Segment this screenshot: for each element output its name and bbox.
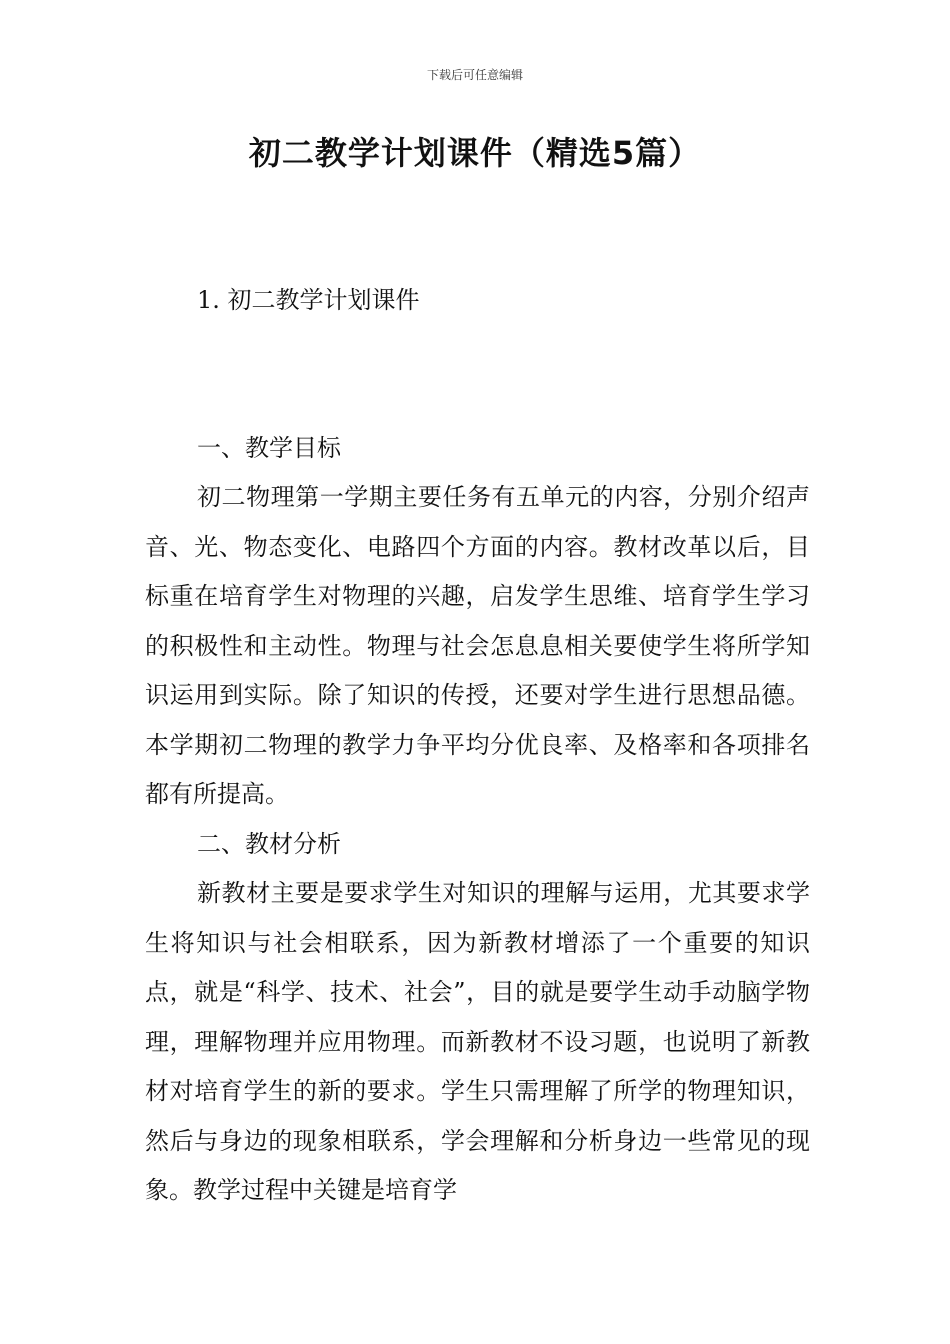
document-title: 初二教学计划课件（精选5篇）: [248, 134, 702, 172]
heading-material-analysis: 二、教材分析: [197, 829, 341, 858]
header-note: 下载后可任意编辑: [426, 68, 523, 82]
heading-teaching-goals: 一、教学目标: [197, 434, 341, 462]
content-block: [145, 473, 810, 1216]
section-title: 1. 初二教学计划课件: [197, 286, 420, 314]
paragraph-teaching-goals: 初二物理第一学期主要任务有五单元的内容，分别介绍声音、光、物态变化、电路四个方面的内容。教材改革以后，目标重在培育学生对物理的兴趣，启发学生思维、培育学生学习的积极性和主动性。物理与社会怎息息相关要使学生将所学知识运用到实际。除了知识的传授，还要对学生进行思想品德。本学期初二物理的教学力争平均分优良率、及格率和各项排名都有所提高。: [145, 483, 810, 808]
paragraph-material-analysis: 新教材主要是要求学生对知识的理解与运用，尤其要求学生将知识与社会相联系，因为新教材增添了一个重要的知识点，就是“科学、技术、社会”，目的就是要学生动手动脑学物理，理解物理并应用物理。而新教材不设习题，也说明了新教材对培育学生的新的要求。学生只需理解了所学的物理知识，然后与身边的现象相联系，学会理解和分析身边一些常见的现象。教学过程中关键是培育学: [145, 879, 810, 1204]
